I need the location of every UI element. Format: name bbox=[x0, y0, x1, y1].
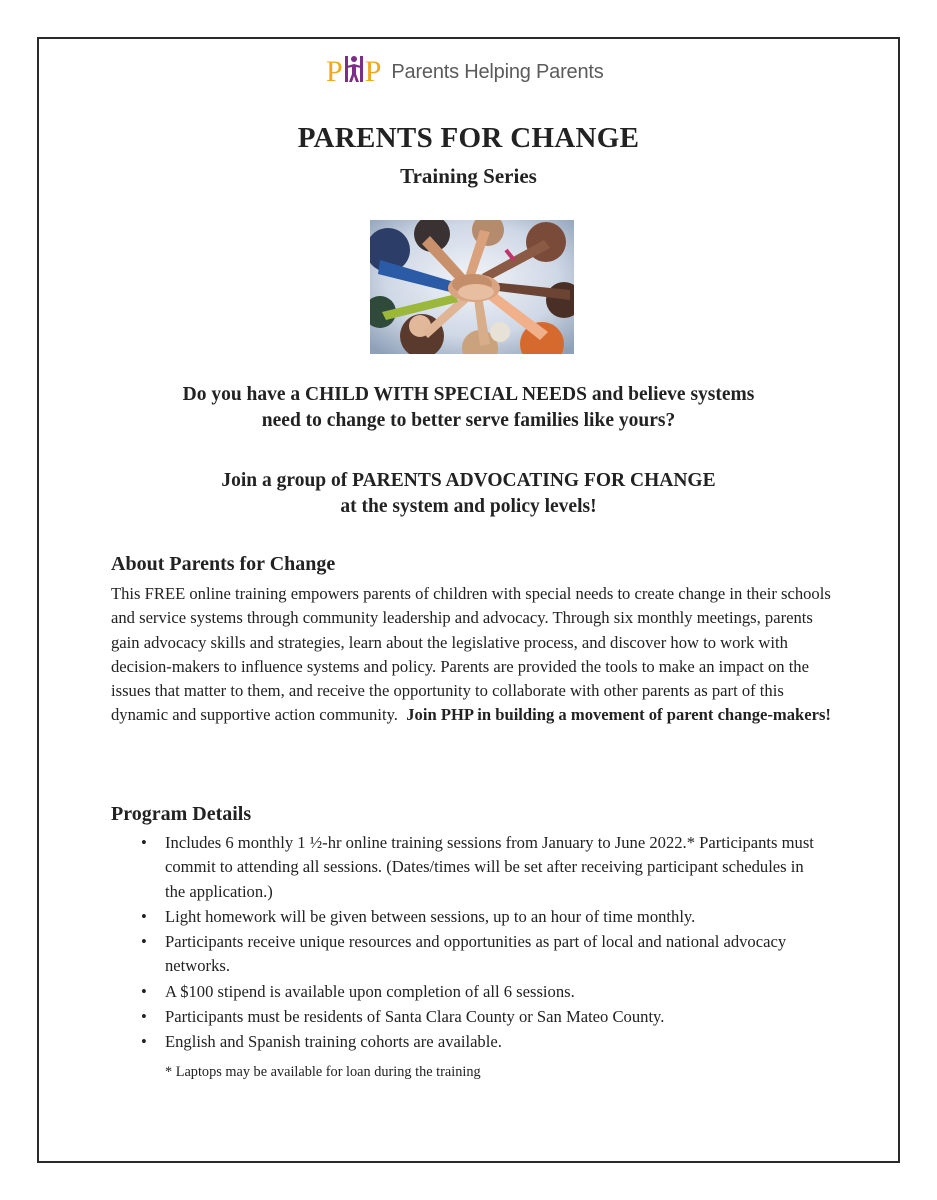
about-paragraph bbox=[111, 582, 831, 728]
bullet-icon: • bbox=[141, 932, 147, 952]
page-subtitle: Training Series bbox=[400, 164, 537, 188]
logo-name: Parents Helping Parents bbox=[391, 60, 604, 83]
lead-join-line1: Join a group of PARENTS ADVOCATING FOR CHANGE bbox=[221, 470, 716, 491]
lead-join bbox=[0, 468, 937, 520]
list-item bbox=[111, 1030, 821, 1054]
program-details-list bbox=[111, 831, 821, 1056]
list-item-text: A $100 stipend is available upon completion of all 6 sessions. bbox=[165, 981, 575, 1001]
list-item-text: Participants receive unique resources and opportunities as part of local and national advocacy networks. bbox=[165, 932, 787, 976]
list-item-text: English and Spanish training cohorts are available. bbox=[165, 1032, 502, 1052]
bullet-icon: • bbox=[141, 1007, 147, 1027]
bullet-icon: • bbox=[141, 833, 147, 852]
list-item-text: Participants must be residents of Santa Clara County or San Mateo County. bbox=[165, 1007, 665, 1027]
logo-mark bbox=[326, 52, 381, 92]
list-item bbox=[111, 1005, 821, 1029]
lead-question-line2: need to change to better serve families like yours? bbox=[261, 410, 676, 431]
stacked-hands-photo bbox=[370, 220, 574, 354]
list-item bbox=[111, 930, 821, 979]
bullet-icon: • bbox=[141, 906, 147, 926]
about-body: This FREE online training empowers parents of children with special needs to create change in their schools and service systems through community leadership and advocacy. Through six monthly meetings, parents gain advocacy skills and strategies, learn about the legislative process, and discover how to work with decision-makers to influence systems and policy. Parents are provided the tools to make an impact on the issues that matter to them, and receive the opportunity to collaborate with other parents as part of this dynamic and supportive action community. bbox=[111, 584, 831, 725]
page-title: PARENTS FOR CHANGE bbox=[297, 122, 640, 154]
lead-question bbox=[0, 382, 937, 434]
about-heading: About Parents for Change bbox=[111, 553, 336, 575]
list-item bbox=[111, 905, 821, 929]
list-item bbox=[111, 980, 821, 1004]
bullet-icon: • bbox=[141, 1032, 147, 1052]
list-item-text: Includes 6 monthly 1 ½-hr online training sessions from January to June 2022.* Participants must commit to attending all sessions. (Dates/times will be set after receiving participant schedules in the application.) bbox=[165, 833, 814, 901]
program-heading: Program Details bbox=[111, 803, 252, 825]
logo-letter-p2: P bbox=[364, 55, 382, 88]
list-item-text: Light homework will be given between sessions, up to an hour of time monthly. bbox=[165, 906, 696, 926]
laptop-note: * Laptops may be available for loan during the training bbox=[165, 1064, 481, 1080]
logo-figure-icon bbox=[343, 52, 365, 86]
php-logo bbox=[326, 52, 604, 92]
photo-illustration bbox=[370, 220, 574, 354]
logo-letter-h bbox=[343, 52, 365, 92]
logo-letter-p1: P bbox=[326, 55, 343, 88]
lead-join-line2: at the system and policy levels! bbox=[340, 496, 597, 517]
lead-question-line1: Do you have a CHILD WITH SPECIAL NEEDS and believe systems bbox=[182, 384, 755, 405]
list-item bbox=[111, 831, 821, 904]
about-body-bold: Join PHP in building a movement of parent change-makers! bbox=[406, 705, 831, 725]
bullet-icon: • bbox=[141, 981, 147, 1001]
